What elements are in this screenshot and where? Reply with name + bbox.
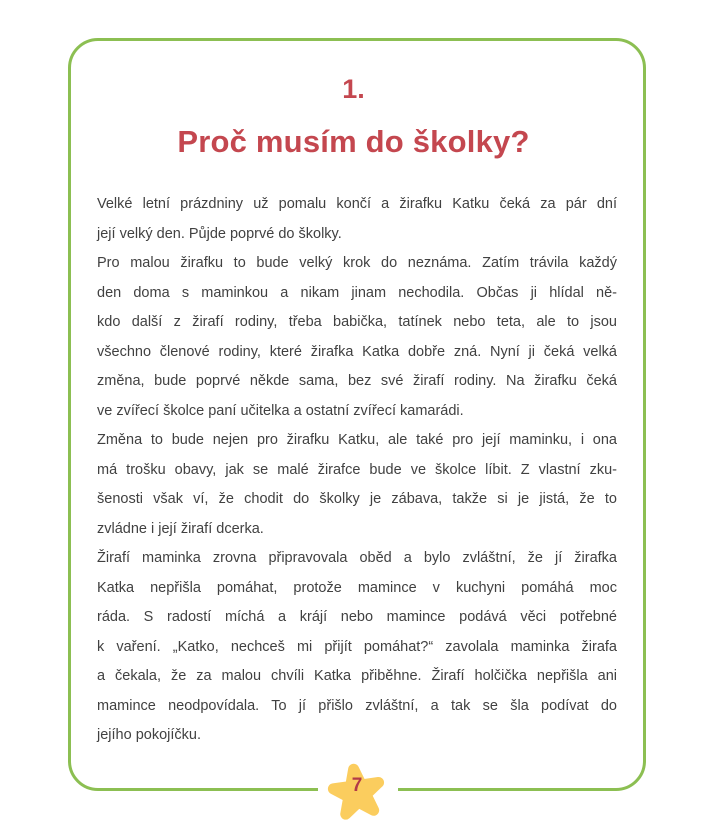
text-line: Katka nepřišla pomáhat, protože mamince v kuchyni pomáhá moc (97, 579, 617, 596)
text-line: má trošku obavy, jak se malé žirafce bude ve školce líbit. Z vlastní zku- (97, 461, 617, 478)
text-line: Velké letní prázdniny už pomalu končí a žirafku Katku čeká za pár dní (97, 196, 617, 212)
text-line: zvládne i její žirafí dcerka. (97, 520, 264, 537)
text-line: den doma s maminkou a nikam jinam nechodila. Občas ji hlídal ně- (97, 284, 617, 301)
text-line: ve zvířecí školce paní učitelka a ostatní zvířecí kamarádi. (97, 402, 464, 419)
page-title: Proč musím do školky? (177, 124, 530, 159)
text-line: ráda. S radostí míchá a krájí nebo mamince podává věci potřebné (97, 609, 617, 625)
text-line: kdo další z žirafí rodiny, třeba babička, tatínek nebo teta, ale to jsou (97, 314, 617, 330)
text-line: jejího pokojíčku. (97, 727, 201, 743)
text-line: šenosti však ví, že chodit do školky je zábava, takže si je jistá, že to (97, 491, 617, 507)
chapter-number: 1. (342, 74, 365, 104)
story-text (97, 190, 617, 751)
page-number: 7 (351, 775, 363, 796)
text-line: Žirafí maminka zrovna připravovala oběd a bylo zvláštní, že jí žirafka (97, 550, 617, 566)
text-line: její velký den. Půjde poprvé do školky. (97, 225, 342, 242)
text-line: změna, bude poprvé někde sama, bez své žirafí rodiny. Na žirafku čeká (97, 373, 617, 389)
text-line: k vaření. „Katko, nechceš mi přijít pomáhat?“ zavolala maminka žirafa (97, 638, 617, 655)
text-line: mamince neodpovídala. To jí přišlo zvláštní, a tak se šla podívat do (97, 697, 617, 714)
text-line: všechno členové rodiny, které žirafka Katka dobře zná. Nyní ji čeká velká (97, 343, 617, 360)
text-line: a čekala, že za malou chvíli Katka přiběhne. Žirafí holčička nepřišla ani (97, 668, 617, 684)
text-line: Pro malou žirafku to bude velký krok do neznáma. Zatím trávila každý (97, 255, 617, 271)
text-line: Změna to bude nejen pro žirafku Katku, ale také pro její maminku, i ona (97, 432, 617, 448)
